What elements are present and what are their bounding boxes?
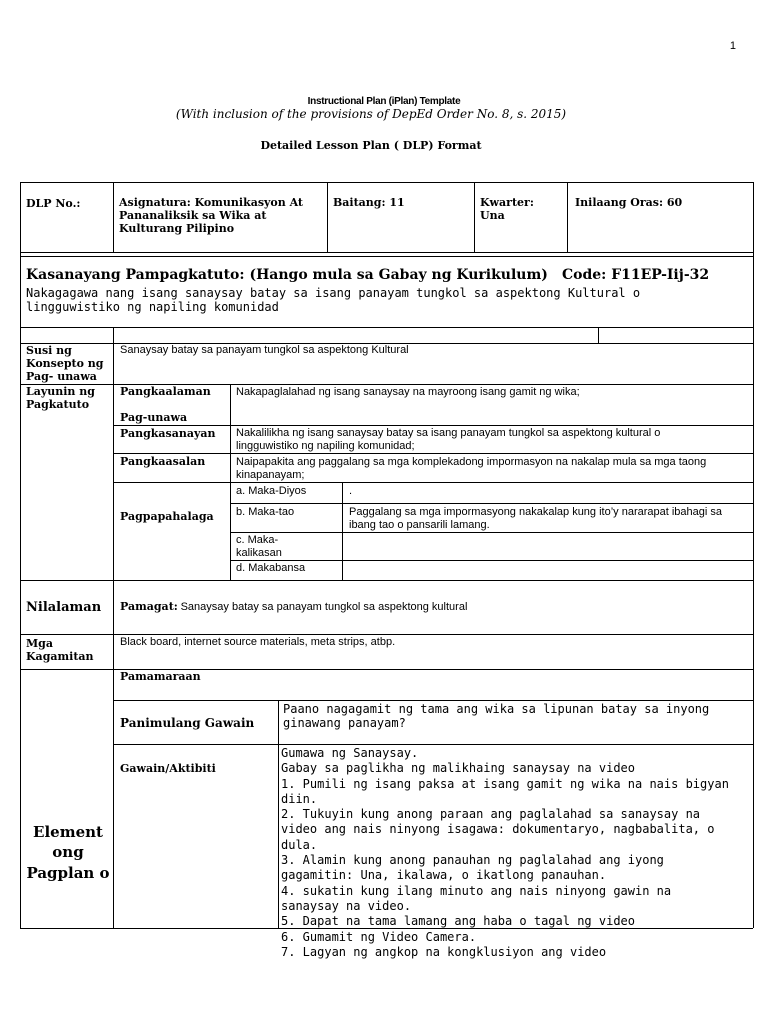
susi-label: Susi ng Konsepto ng Pag- unawa (26, 344, 104, 383)
nilalaman-label: Nilalaman (26, 600, 102, 615)
kagamitan-label: Mga Kagamitan (26, 637, 94, 663)
dlp-format-title: Detailed Lesson Plan ( DLP) Format (260, 139, 482, 152)
baitang-cell: Baitang: 11 (333, 196, 405, 209)
gawain-step: 4. sukatin kung ilang minuto ang nais ninyong gawin na sanaysay na video. (281, 883, 672, 913)
pagunawa-label: Pag-unawa (120, 411, 188, 424)
kasanayan-text: Nakagagawa nang isang sanaysay batay sa isang panayam tungkol sa aspektong Kultural o lingguwistiko ng napiling komunidad (26, 286, 641, 315)
panimulang-gawain-text: Paano nagagamit ng tama ang wika sa lipunan batay sa inyong ginawang panayam? (283, 702, 710, 731)
value-maka-diyos-text: . (349, 485, 353, 497)
kasanayan-heading: Kasanayang Pampagkatuto: (Hango mula sa Gabay ng Kurikulum) (26, 267, 548, 283)
gawain-step: 3. Alamin kung anong panauhan ng paglalahad ang iyong gagamitin: Una, ikalawa, o ikatlong panauhan. (281, 853, 664, 883)
pagpapahalaga-label: Pagpapahalaga (120, 510, 214, 523)
kasanayan-code: Code: F11EP-Iij-32 (562, 267, 710, 283)
asignatura-cell: Asignatura: Komunikasyon At Pananaliksik sa Wika at Kulturang Pilipino (119, 196, 304, 235)
value-maka-kalikasan-label: c. Maka-kalikasan (236, 534, 282, 559)
layunin-label: Layunin ng Pagkatuto (26, 385, 95, 411)
gawain-line: Gabay sa paglikha ng malikhaing sanaysay na video (281, 761, 636, 776)
value-maka-diyos-label: a. Maka-Diyos (236, 485, 307, 497)
susi-text: Sanaysay batay sa panayam tungkol sa aspektong Kultural (120, 344, 409, 356)
template-title: Instructional Plan (iPlan) Template (307, 96, 461, 107)
panimulang-gawain-label: Panimulang Gawain (120, 716, 255, 730)
gawain-step: 6. Gumamit ng Video Camera. (281, 929, 477, 944)
dlp-no-label: DLP No.: (26, 197, 81, 210)
template-subtitle: (With inclusion of the provisions of DepEd Order No. 8, s. 2015) (175, 107, 567, 121)
value-makabansa-label: d. Makabansa (236, 562, 306, 574)
elemento-label: Element ong Pagplan o (26, 823, 110, 882)
gawain-aktibiti-label: Gawain/Aktibiti (120, 762, 216, 775)
pamagat-label: Pamagat: (120, 600, 178, 613)
pangkasanayan-text: Nakalilikha ng isang sanaysay batay sa isang panayam tungkol sa aspektong kultural o lingguwistiko ng napiling komunidad; (236, 427, 661, 452)
pamagat-row (120, 601, 467, 614)
gawain-steps (281, 746, 731, 960)
value-maka-tao-label: b. Maka-tao (236, 506, 295, 518)
pangkaalaman-text: Nakapaglalahad ng isang sanaysay na mayroong isang gamit ng wika; (236, 386, 580, 398)
pamagat-text: Sanaysay batay sa panayam tungkol sa aspektong kultural (180, 601, 468, 613)
gawain-step: 5. Dapat na tama lamang ang haba o tagal ng video (281, 914, 636, 929)
pangkasanayan-label: Pangkasanayan (120, 427, 216, 440)
value-maka-tao-text: Paggalang sa mga impormasyong nakakalap kung ito’y nararapat ibahagi sa ibang tao o pansarili lamang. (349, 506, 723, 531)
pangkaasalan-label: Pangkaasalan (120, 455, 206, 468)
kwarter-cell: Kwarter: Una (480, 196, 534, 222)
gawain-line: Gumawa ng Sanaysay. (281, 746, 419, 760)
gawain-step: 2. Tukuyin kung anong paraan ang paglalahad sa sanaysay na video ang nais ninyong isagawa: dokumentaryo, nagbabalita, o dula. (281, 807, 715, 852)
kagamitan-text: Black board, internet source materials, meta strips, atbp. (120, 636, 396, 648)
pangkaasalan-text: Naipapakita ang paggalang sa mga komplekadong impormasyon na nakalap mula sa mga taong kinapanayam; (236, 456, 707, 481)
pangkaalaman-label: Pangkaalaman (120, 385, 211, 398)
inilaang-oras-cell: Inilaang Oras: 60 (575, 196, 683, 209)
gawain-step: 1. Pumili ng isang paksa at isang gamit ng wika na nais bigyan diin. (281, 776, 729, 806)
pamamaraan-label: Pamamaraan (120, 670, 201, 683)
page-number: 1 (729, 40, 736, 52)
gawain-step: 7. Lagyan ng angkop na kongklusiyon ang video (281, 944, 607, 959)
